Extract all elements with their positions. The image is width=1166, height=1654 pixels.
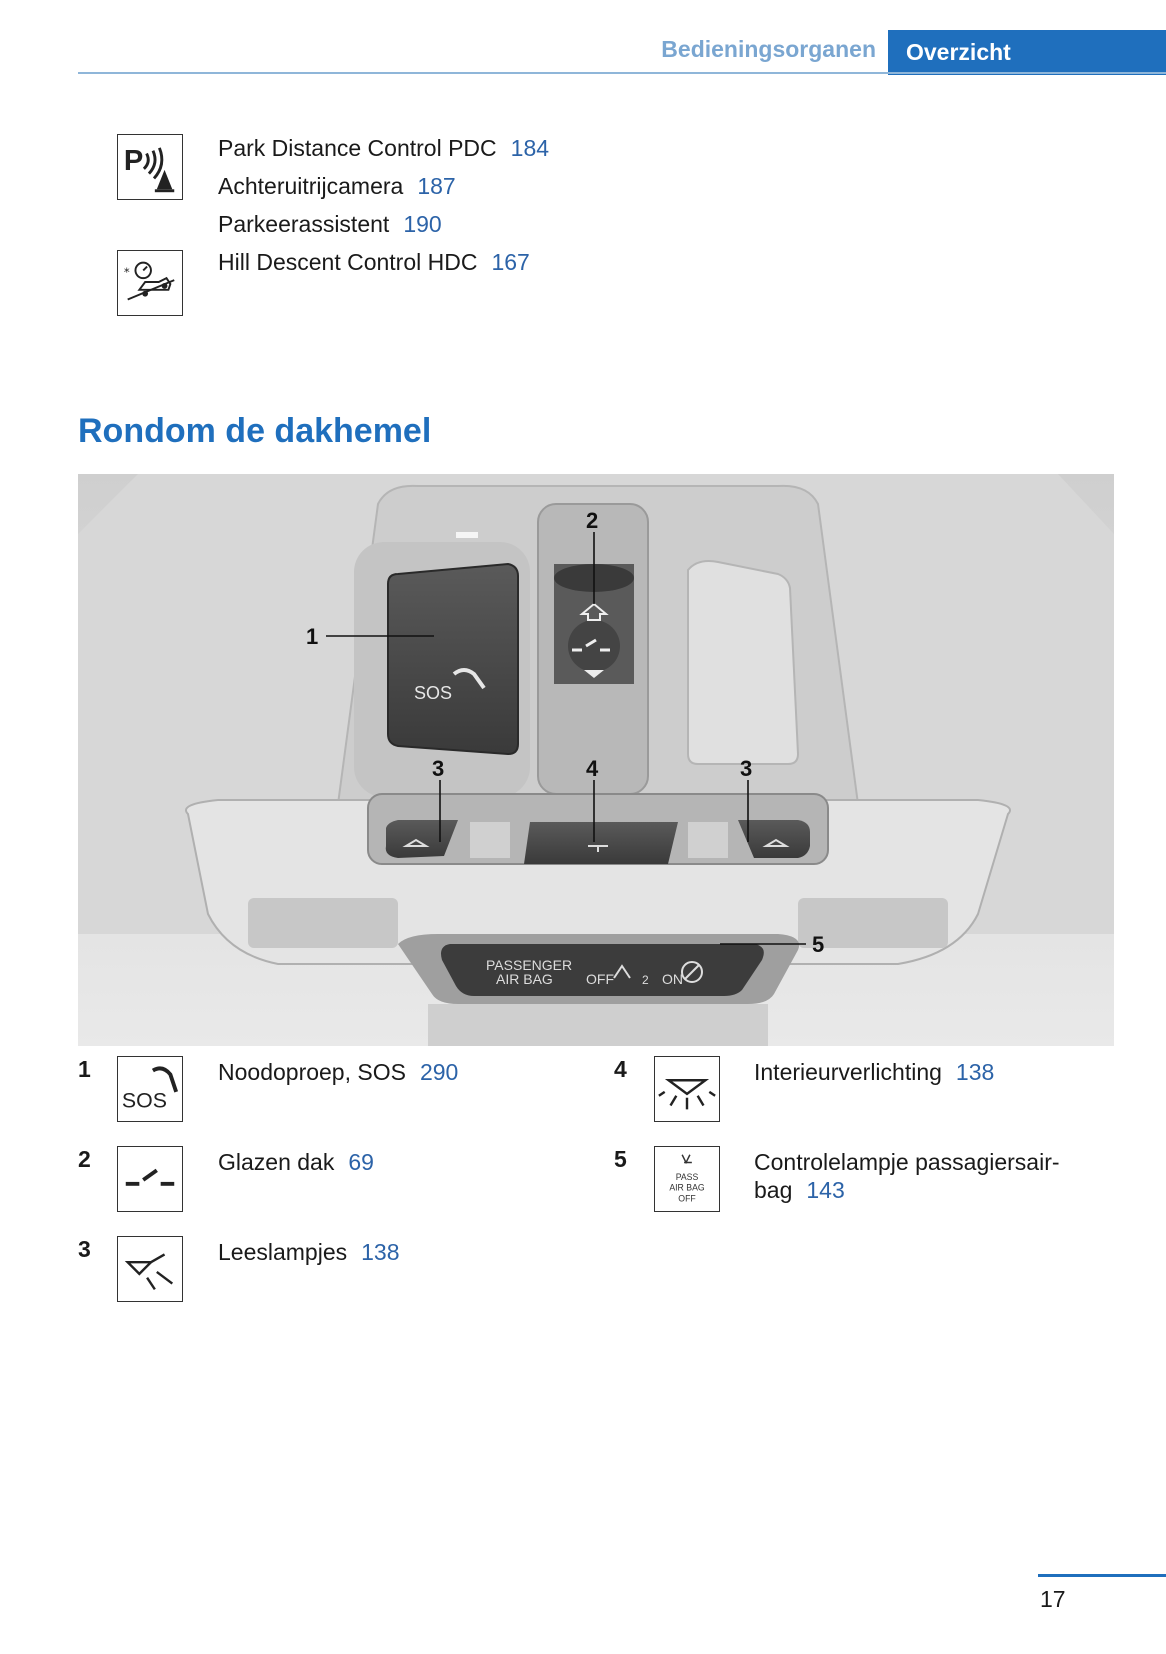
callout-1: 1	[306, 624, 319, 649]
legend-num-4: 4	[614, 1056, 627, 1082]
item-label: Noodoproep, SOS	[218, 1059, 406, 1085]
item-label-line1: Controlelampje passagiersair-	[754, 1149, 1060, 1175]
svg-text:*: *	[123, 265, 130, 280]
airbag-panel-label-2: AIR BAG	[496, 971, 553, 987]
item-label: Hill Descent Control HDC	[218, 249, 478, 275]
item-label: Interieurverlichting	[754, 1059, 942, 1085]
svg-text:P: P	[123, 144, 144, 177]
legend-item-glass-roof	[218, 1148, 374, 1176]
list-item-hdc	[218, 248, 530, 276]
legend-num-5: 5	[614, 1146, 627, 1172]
overhead-console-figure	[78, 474, 1114, 1046]
airbag-seat-number: 2	[642, 973, 649, 987]
callout-4: 4	[586, 756, 599, 781]
page-ref-link[interactable]: 190	[403, 211, 442, 237]
legend-item-reading-lights	[218, 1238, 400, 1266]
callout-5: 5	[812, 932, 825, 957]
page-ref-link[interactable]: 184	[510, 135, 550, 161]
callout-2: 2	[586, 508, 599, 533]
legend-num-2: 2	[78, 1146, 91, 1172]
airbag-icon-text-2: AIR BAG	[669, 1182, 705, 1193]
list-item-park-assist	[218, 210, 442, 238]
pdc-icon	[117, 134, 183, 200]
page-number: 17	[1040, 1586, 1066, 1612]
item-label: Park Distance Control PDC	[218, 135, 497, 161]
callout-3-right: 3	[740, 756, 753, 781]
list-item-pdc	[218, 134, 549, 162]
header-rule	[78, 72, 1166, 74]
page-ref-link[interactable]: 138	[361, 1239, 400, 1265]
footer-rule	[1038, 1574, 1166, 1577]
airbag-on-label: ON	[662, 971, 683, 987]
item-label: Glazen dak	[218, 1149, 335, 1175]
item-label: Leeslampjes	[218, 1239, 348, 1265]
header-section: Bedieningsorganen	[661, 36, 876, 62]
item-label-line2: bag	[754, 1177, 793, 1203]
list-item-camera	[218, 172, 456, 200]
callout-3-left: 3	[432, 756, 445, 781]
page-ref-link[interactable]: 138	[955, 1059, 995, 1085]
page-ref-link[interactable]: 290	[419, 1059, 459, 1085]
reading-light-icon	[117, 1236, 183, 1302]
airbag-off-label: OFF	[586, 971, 614, 987]
sos-button-label: SOS	[414, 683, 453, 703]
sos-icon	[117, 1056, 183, 1122]
item-label: Parkeerassistent	[218, 211, 390, 237]
page-ref-link[interactable]: 167	[491, 249, 530, 275]
legend-item-airbag	[754, 1148, 1060, 1204]
interior-light-icon	[654, 1056, 720, 1122]
airbag-icon-text-1: PASS	[675, 1171, 699, 1182]
page-ref-link[interactable]: 69	[348, 1149, 374, 1175]
glass-roof-icon	[117, 1146, 183, 1212]
legend-item-sos	[218, 1058, 458, 1086]
item-label: Achteruitrijcamera	[218, 173, 404, 199]
airbag-icon-text-3: OFF	[678, 1193, 696, 1204]
legend-num-3: 3	[78, 1236, 91, 1262]
section-title: Rondom de dakhemel	[78, 412, 432, 450]
airbag-off-icon	[654, 1146, 720, 1212]
page-ref-link[interactable]: 143	[806, 1177, 845, 1203]
page-ref-link[interactable]: 187	[417, 173, 456, 199]
hdc-icon	[117, 250, 183, 316]
header-tab: Overzicht	[888, 30, 1166, 75]
sos-icon-text: SOS	[121, 1088, 167, 1113]
legend-num-1: 1	[78, 1056, 91, 1082]
legend-item-interior-light	[754, 1058, 994, 1086]
airbag-panel-label-1: PASSENGER	[486, 957, 573, 973]
